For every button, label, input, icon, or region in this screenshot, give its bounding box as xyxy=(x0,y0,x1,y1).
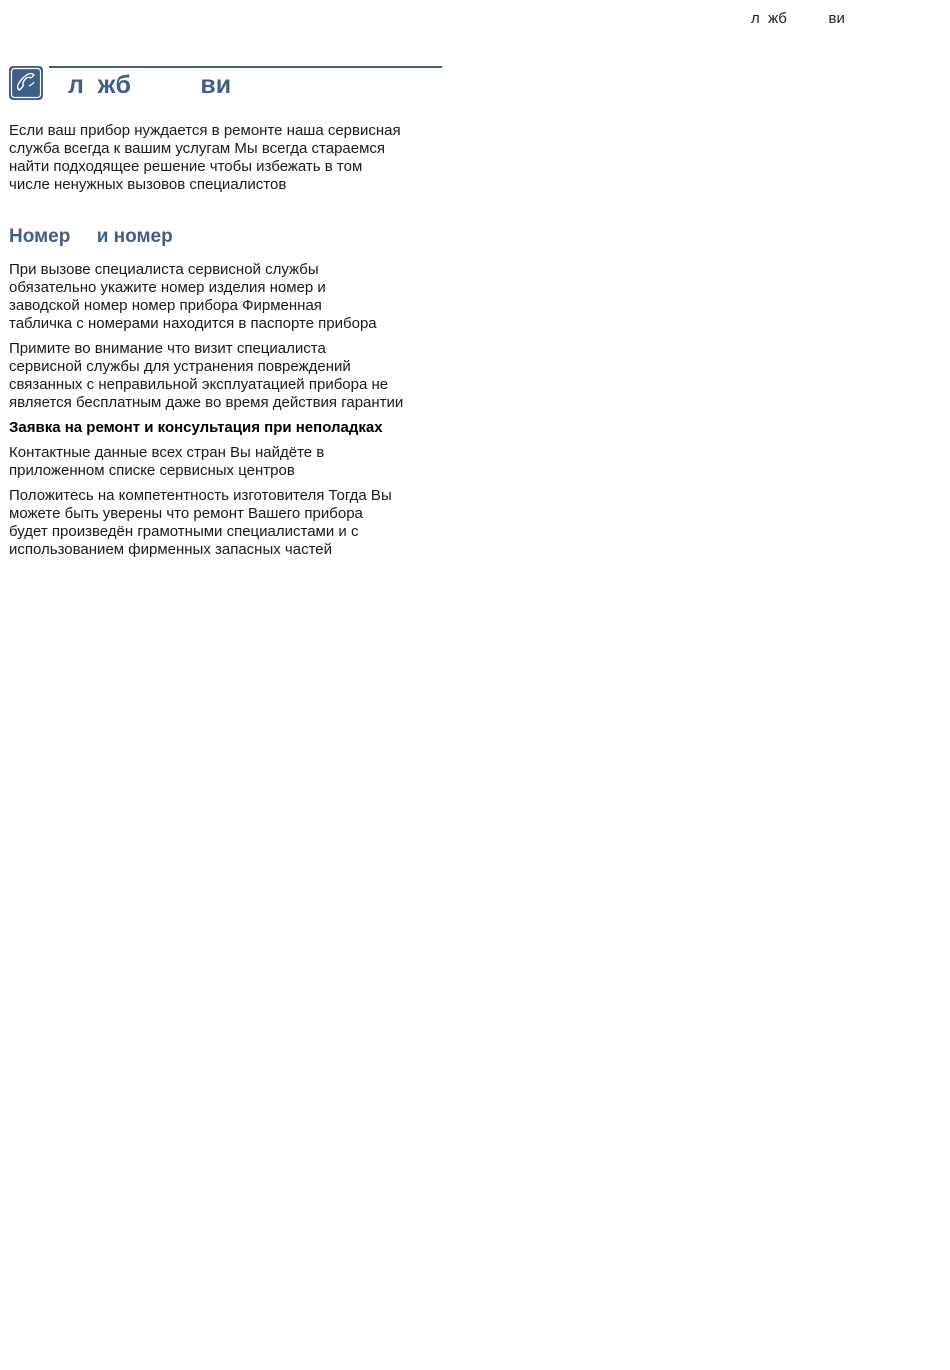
paragraph-model-number: При вызове специалиста сервисной службы обязательно укажите номер изделия номер и заводской номер номер прибора Фирменная табличка с номерами находится в паспорте прибора xyxy=(9,261,377,332)
phone-icon xyxy=(9,66,43,100)
paragraph-contacts: Контактные данные всех стран Вы найдёте в приложенном списке сервисных центров xyxy=(9,444,325,479)
paragraph-manufacturer: Положитесь на компетентность изготовителя Тогда Вы можете быть уверены что ремонт Вашего прибора будет произведён грамотными специалистами и с использованием фирменных запасных частей xyxy=(9,487,392,558)
section-title: л жб ви xyxy=(68,71,232,99)
section-divider xyxy=(49,66,442,68)
subheading: Номер и номер xyxy=(9,226,173,247)
paragraph-warranty-note: Примите во внимание что визит специалиста сервисной службы для устранения повреждений связанных с неправильной эксплуатацией прибора не является бесплатным даже во время действия гарантии xyxy=(9,340,404,411)
intro-paragraph: Если ваш прибор нуждается в ремонте наша сервисная служба всегда к вашим услугам Мы всегда стараемся найти подходящее решение чтобы избежать в том числе ненужных вызовов специалистов xyxy=(9,122,401,193)
main-content xyxy=(9,122,449,566)
repair-request-heading: Заявка на ремонт и консультация при неполадках xyxy=(9,419,383,436)
section-header xyxy=(9,66,442,102)
running-header: л жб ви xyxy=(751,10,845,27)
